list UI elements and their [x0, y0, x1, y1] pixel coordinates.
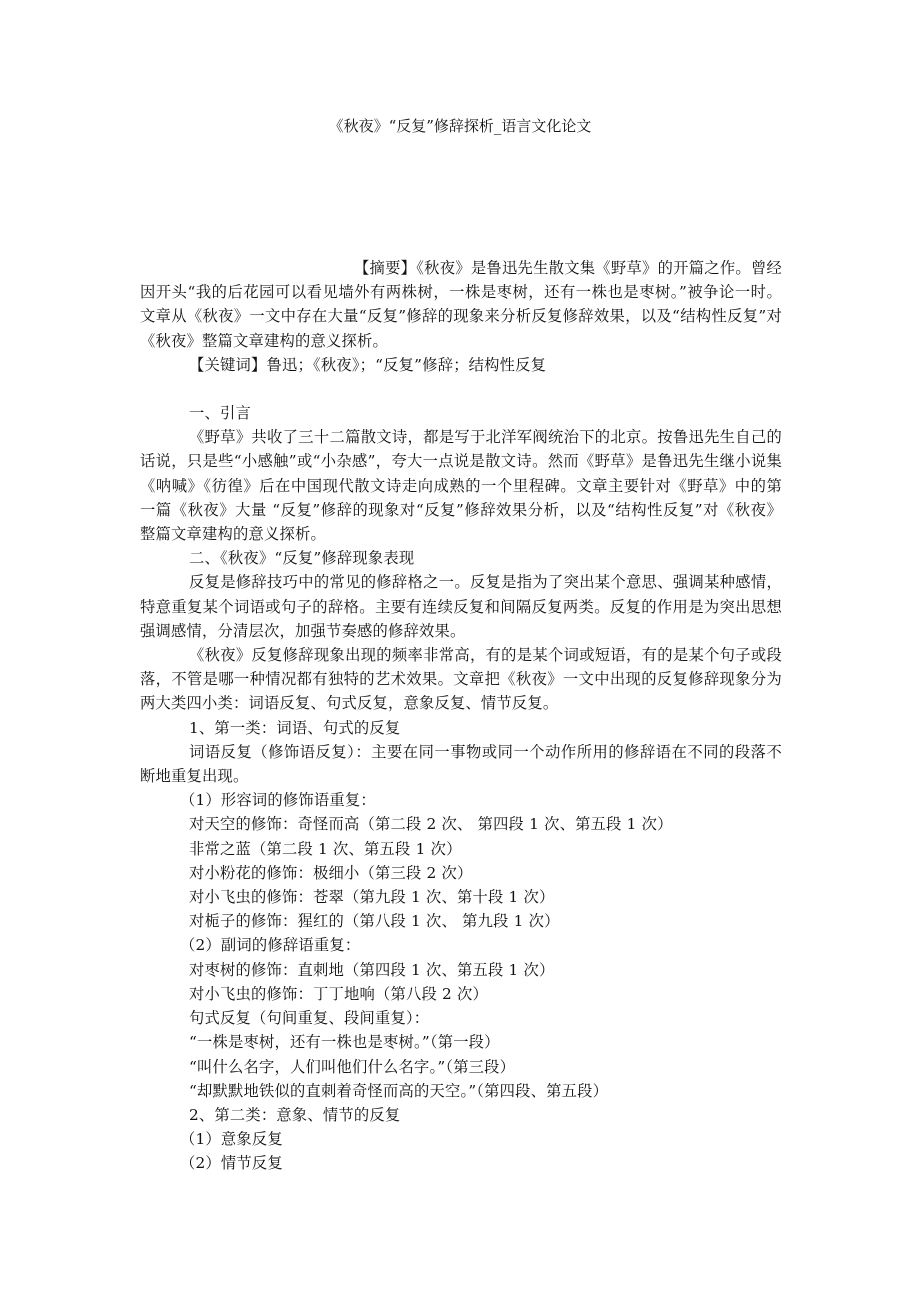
section-gap: [140, 377, 782, 401]
body-paragraph: “叫什么名字，人们叫他们什么名字。”（第三段）: [189, 1057, 516, 1076]
body-paragraph: 对小飞虫的修饰：丁丁地响（第八段 2 次）: [189, 984, 489, 1003]
body-paragraph: 一、引言: [189, 404, 251, 423]
body-paragraph: 词语反复（修饰语反复）：主要在同一事物或同一个动作所用的修辞语在不同的段落不断地重复出现。: [140, 742, 782, 786]
body-paragraph: 1、第一类：词语、句式的反复: [189, 718, 401, 737]
body-paragraph: （2）情节反复: [180, 1154, 283, 1173]
body-paragraph: 2、第二类：意象、情节的反复: [189, 1105, 401, 1124]
body-paragraph: “却默默地铁似的直刺着奇怪而高的天空。”（第四段、第五段）: [189, 1081, 609, 1100]
body-paragraphs: [140, 401, 782, 1176]
body-paragraph: 对天空的修饰：奇怪而高（第二段 2 次、 第四段 1 次、第五段 1 次）: [189, 815, 673, 834]
body-paragraph: 句式反复（句间重复、段间重复）：: [189, 1009, 430, 1028]
body-paragraph: 对小粉花的修饰：极细小（第三段 2 次）: [189, 863, 473, 882]
body-paragraph: （1）意象反复: [180, 1130, 283, 1149]
document-body: [140, 256, 782, 1176]
body-paragraph: （2）副词的修辞语重复：: [180, 936, 361, 955]
keywords-paragraph: 【关键词】鲁迅；《秋夜》；“反复”修辞；结构性反复: [189, 355, 547, 374]
abstract-paragraph: 【摘要】《秋夜》是鲁迅先生散文集《野草》的开篇之作。曾经因开头“我的后花园可以看见墙外有两株树，一株是枣树，还有一株也是枣树。”被争论一时。文章从《秋夜》一文中存在大量“反复”修辞的现象来分析反复修辞效果，以及“结构性反复”对《秋夜》整篇文章建构的意义探析。: [140, 259, 782, 350]
body-paragraph: 对枣树的修饰：直刺地（第四段 1 次、第五段 1 次）: [189, 960, 555, 979]
body-paragraph: 对栀子的修饰：猩红的（第八段 1 次、 第九段 1 次）: [189, 912, 560, 931]
body-paragraph: 《野草》共收了三十二篇散文诗，都是写于北洋军阀统治下的北京。按鲁迅先生自己的话说，只是些“小感触”或“小杂感”，夸大一点说是散文诗。然而《野草》是鲁迅先生继小说集《呐喊》《彷徨》后在中国现代散文诗走向成熟的一个里程碑。文章主要针对《野草》中的第一篇《秋夜》大量 “反复”修辞的现象对“反复”修辞效果分析，以及“结构性反复”对《秋夜》整篇文章建构的意义探析。: [140, 428, 782, 544]
body-paragraph: 非常之蓝（第二段 1 次、第五段 1 次）: [189, 839, 462, 858]
body-paragraph: 反复是修辞技巧中的常见的修辞格之一。反复是指为了突出某个意思、强调某种感情，特意重复某个词语或句子的辞格。主要有连续反复和间隔反复两类。反复的作用是为突出思想强调感情，分清层次，加强节奏感的修辞效果。: [140, 573, 782, 640]
body-paragraph: “一株是枣树，还有一株也是枣树。”（第一段）: [189, 1033, 500, 1052]
body-paragraph: 对小飞虫的修饰：苍翠（第九段 1 次、第十段 1 次）: [189, 888, 555, 907]
document-title: 《秋夜》“反复”修辞探析_语言文化论文: [328, 117, 592, 135]
body-paragraph: 《秋夜》反复修辞现象出现的频率非常高，有的是某个词或短语，有的是某个句子或段落，不管是哪一种情况都有独特的艺术效果。文章把《秋夜》一文中出现的反复修辞现象分为两大类四小类：词语反复、句式反复，意象反复、情节反复。: [140, 646, 782, 713]
body-paragraph: 二、《秋夜》“反复”修辞现象表现: [189, 549, 415, 568]
body-paragraph: （1）形容词的修饰语重复：: [180, 791, 376, 810]
